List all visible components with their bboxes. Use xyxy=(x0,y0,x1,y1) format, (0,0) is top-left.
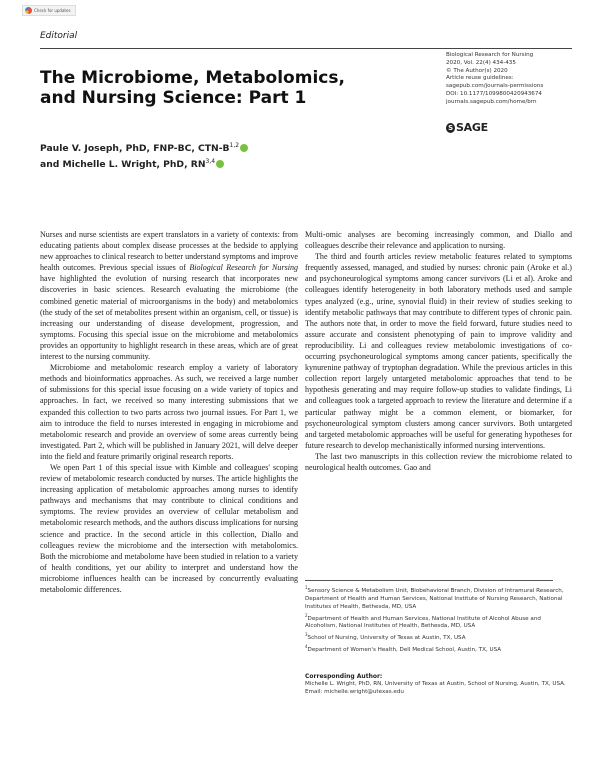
author-2-affiliations: 3,4 xyxy=(205,158,216,166)
corresponding-author-address: Michelle L. Wright, PhD, RN, University of Texas at Austin, School of Nursing, Austin, TX, USA. xyxy=(305,680,566,687)
affiliation-4: $^4$Department of Women's Health, Dell Medical School, Austin, TX, USA xyxy=(305,644,502,653)
check-for-updates-label: Check for updates xyxy=(34,8,71,13)
author-1-name[interactable]: Paule V. Joseph, PhD, FNP-BC, CTN-B xyxy=(40,143,230,155)
corresponding-author-heading: Corresponding Author: xyxy=(305,673,383,680)
author-2 xyxy=(40,155,248,171)
paragraph: The last two manuscripts in this collection review the microbiome related to neurological health outcomes. Gao and xyxy=(305,451,572,472)
orcid-icon[interactable] xyxy=(240,144,248,152)
journal-info xyxy=(446,52,543,107)
title-line-1: The Microbiome, Metabolomics, xyxy=(40,68,345,88)
corresponding-author-email[interactable]: Email: michelle.wright@utexas.edu xyxy=(305,688,404,695)
copyright: © The Author(s) 2020 xyxy=(446,67,508,74)
reuse-label: Article reuse guidelines: xyxy=(446,75,514,82)
author-2-prefix: and xyxy=(40,159,63,171)
author-1-affiliations: 1,2 xyxy=(229,142,240,149)
title-line-2: and Nursing Science: Part 1 xyxy=(40,88,307,108)
corresponding-author xyxy=(305,673,570,697)
article-title xyxy=(40,68,420,108)
crossmark-icon xyxy=(25,7,32,14)
orcid-icon[interactable] xyxy=(216,160,224,168)
paragraph: The third and fourth articles review metabolic features related to symptoms frequently assessed, managed, and studied by nurses: chronic pain (Aroke et al.) and psychoneurological symptoms among cancer survivors (Li et al). Aroke and colleagues identify heterogeneity in both laboratory methods used and sample types analyzed (e.g., urine, synovial fluid) in their review of studies seeking to identify metabolic pathways that may contribute to different types of chronic pain. The authors note that, in order to move the field forward, future studies need to assure accurate and consistent phenotyping of pain to improve validity and reproducibility. Li and colleagues review metabolomic investigations of co-occurring psychoneurological symptoms among cancer patients, specifically the kynurenine pathway of tryptophan degradation. While the previous articles in this collection report largely untargeted metabolomic approaches that tend to be hypothesis generating and may require follow-up studies to validate findings, Li and colleagues took a targeted approach to review the literature and determine if a particular pathway might be a common element, or biomarker, for psychoneurological symptom clusters among cancer survivors. Both untargeted and targeted metabolomic approaches will be useful for generating hypotheses for future research to develop mechanistically informed nursing interventions. xyxy=(305,252,572,450)
journal-homepage-link[interactable]: journals.sagepub.com/home/brn xyxy=(446,98,537,105)
doi[interactable]: DOI: 10.1177/1099800420943674 xyxy=(446,90,542,97)
affiliations xyxy=(305,584,570,655)
body-column-right xyxy=(305,229,572,473)
sage-logo-text: SAGE xyxy=(456,121,488,134)
author-2-name[interactable]: Michelle L. Wright, PhD, RN xyxy=(62,159,206,171)
paragraph: We open Part 1 of this special issue with Kimble and colleagues' scoping review of metabolomic research conducted by nurses. The article highlights the increasing application of metabolomic approaches among nurses to identify pathways and mechanisms that may contribute to clinical conditions and symptoms. The review provides an overview of cellular metabolism and metabolomic research methods, and the authors discuss implications for nursing science and practice. In the second article in this collection, Diallo and colleagues review the microbiome and the intersection with metabolomics. Both the microbiome and metabolome have been studied in relation to a variety of health conditions, yet our ability to interpret and understand how the microbiome influences health can be increased by concurrently evaluating metabolomic differences. xyxy=(40,462,298,594)
body-column-left xyxy=(40,229,298,595)
footnote-divider xyxy=(305,580,553,581)
paragraph: Nurses and nurse scientists are expert translators in a variety of contexts: from educating patients about complex disease processes at the bedside to applying new approaches to clinical research to better understand symptoms and improve health outcomes. Previous special issues of Biological Research for Nursing have highlighted the evolution of nursing research that incorporates new discoveries in basic sciences. Research evaluating the microbiome (the combined genetic material of microorganisms in the body) and metabolomics (the study of the set of metabolites present within an organism, cell, or tissue) is increasing our understanding of disease development, progression, and symptoms. Focusing this special issue on the microbiome and metabolomics provides an opportunity to highlight research in these areas, which are of great interest to the nursing community. xyxy=(40,230,298,362)
sage-logo xyxy=(446,121,488,134)
author-1 xyxy=(40,139,248,155)
affiliation-2: $^2$Department of Health and Human Services, National Institute of Alcohol Abuse and Alcoholism, National Institutes of Health, Bethesda, MD, USA xyxy=(305,612,541,630)
journal-title-italic: Biological Research for Nursing xyxy=(189,263,298,273)
journal-volume: 2020, Vol. 22(4) 434-435 xyxy=(446,59,516,66)
paragraph: Multi-omic analyses are becoming increasingly common, and Diallo and colleagues describe their relevance and application to nursing. xyxy=(305,230,572,251)
affiliation-1: $^1$Sensory Science & Metabolism Unit, Biobehavioral Branch, Division of Intramural Research, Department of Health and Human Services, National Institute of Nursing Research, National Institutes of Health, Bethesda, MD, USA xyxy=(305,585,564,610)
header-divider xyxy=(40,48,572,49)
section-label: Editorial xyxy=(40,31,78,41)
journal-name: Biological Research for Nursing xyxy=(446,52,534,58)
paragraph: Microbiome and metabolomic research employ a variety of laboratory methods and bioinformatics approaches. As such, we received a large number of submissions for this special issue focusing on a wide variety of topics and approaches. In fact, we received so many interesting submissions that we expanded this collection to two parts across two journal issues. For Part 1, we aim to introduce the field to nurses interested in engaging in microbiome and metabolomic research and provide an overview of some areas currently being investigated. Part 2, which will be published in January 2021, will delve deeper into the field and feature primarily original research reports. xyxy=(40,363,298,461)
check-for-updates-badge[interactable] xyxy=(22,5,76,16)
affiliation-3: $^3$School of Nursing, University of Texas at Austin, TX, USA xyxy=(305,632,466,642)
author-list xyxy=(40,139,248,171)
permissions-link[interactable]: sagepub.com/journals-permissions xyxy=(446,83,544,90)
sage-emblem-icon: S xyxy=(446,123,455,133)
